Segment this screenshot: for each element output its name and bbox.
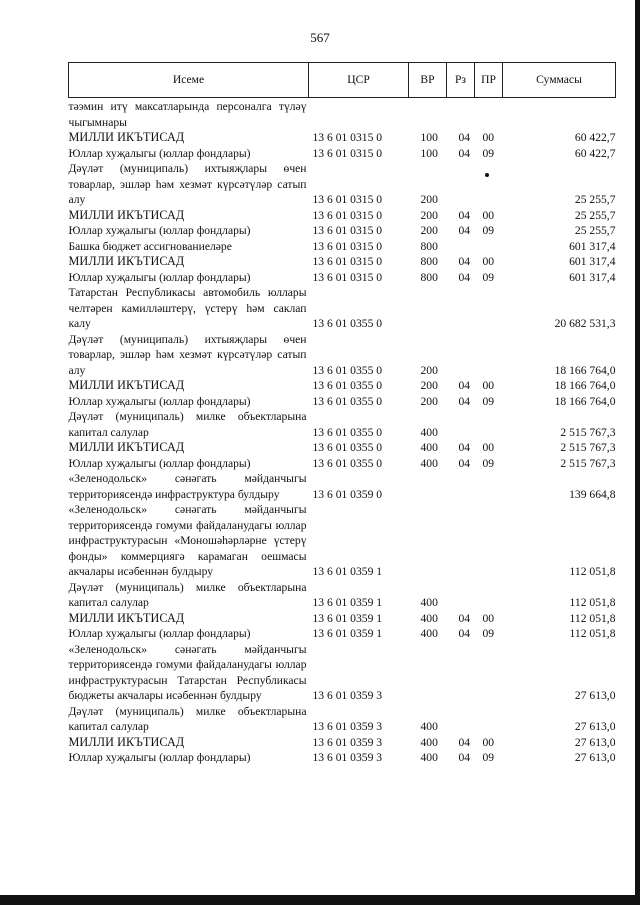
cell-csr: 13 6 01 0355 0 (312, 441, 383, 454)
cell-sum: 60 422,7 (574, 146, 616, 160)
cell-vr: 400 (420, 441, 438, 454)
table-row (69, 161, 616, 208)
cell-vr: 400 (420, 751, 438, 764)
cell-sum: 2 515 767,3 (560, 441, 616, 454)
cell-vr (409, 285, 447, 332)
budget-table (68, 62, 616, 766)
table-row (69, 409, 616, 440)
cell-sum: 112 051,8 (569, 565, 616, 578)
cell-vr: 200 (420, 394, 438, 408)
table-body (69, 98, 616, 766)
cell-sum: 2 515 767,3 (560, 425, 616, 439)
cell-rz (447, 502, 475, 580)
cell-csr: 13 6 01 0355 0 (312, 379, 383, 392)
cell-vr: 400 (420, 456, 438, 470)
table-row (69, 611, 616, 627)
cell-vr: 200 (420, 224, 438, 237)
cell-rz: 04 (458, 379, 471, 392)
cell-sum: 25 255,7 (574, 193, 616, 206)
table-row (69, 440, 616, 456)
table-row (69, 456, 616, 472)
table-row (69, 750, 616, 766)
cell-vr: 200 (420, 363, 438, 377)
cell-name: Башка бюджет ассигнованиеләре (68, 239, 232, 253)
table-row (69, 471, 616, 502)
cell-pr (475, 239, 503, 255)
cell-csr (309, 98, 409, 131)
cell-rz (447, 471, 475, 502)
cell-sum: 18 166 764,0 (554, 394, 616, 408)
cell-rz: 04 (458, 611, 471, 625)
cell-rz (447, 161, 475, 208)
cell-pr: 09 (482, 270, 495, 284)
cell-sum: 18 166 764,0 (554, 379, 616, 392)
cell-sum: 112 051,8 (569, 627, 616, 640)
table-row (69, 704, 616, 735)
cell-vr: 400 (420, 596, 438, 609)
cell-csr: 13 6 01 0359 1 (312, 627, 383, 640)
cell-name: Юллар хуҗалыгы (юллар фондлары) (68, 146, 251, 160)
cell-pr: 09 (482, 751, 495, 764)
cell-vr: 200 (420, 208, 438, 222)
cell-rz (447, 332, 475, 379)
cell-name: «Зеленодольск» сәнәгать мәйданчыгы территориясендә гомуми файдаланудагы юллар инфраструктурасын «Моношәһәрләрне үстерү фонды» коммерциягә карамаган оешмасы акчалары исәбеннән булдыру (68, 503, 307, 578)
cell-name: МИЛЛИ ИКЪТИСАД (68, 440, 185, 454)
cell-name: Дәүләт (муниципаль) ихтыяҗлары өчен товарлар, эшләр һәм хезмәт күрсәтүләр сатып алу (68, 162, 307, 206)
cell-csr: 13 6 01 0359 3 (312, 720, 383, 733)
cell-vr: 400 (420, 627, 438, 640)
cell-rz: 04 (458, 224, 471, 237)
cell-pr (475, 161, 503, 208)
cell-name: Юллар хуҗалыгы (юллар фондлары) (68, 456, 251, 470)
cell-sum: 27 613,0 (574, 689, 616, 702)
header-name: Исеме (69, 63, 309, 98)
table-row (69, 502, 616, 580)
bullet-mark (485, 173, 489, 177)
cell-sum: 27 613,0 (574, 751, 616, 764)
cell-sum: 601 317,4 (569, 239, 616, 253)
cell-sum: 139 664,8 (569, 487, 616, 501)
cell-name: МИЛЛИ ИКЪТИСАД (68, 610, 185, 625)
table-row (69, 130, 616, 146)
cell-sum: 60 422,7 (574, 131, 616, 144)
cell-sum: 18 166 764,0 (554, 363, 616, 377)
cell-rz (447, 642, 475, 704)
cell-pr (475, 409, 503, 440)
cell-csr: 13 6 01 0359 3 (312, 751, 383, 764)
cell-csr: 13 6 01 0315 0 (312, 131, 383, 144)
cell-vr: 100 (420, 146, 438, 160)
table-row (69, 285, 616, 332)
table-row (69, 270, 616, 286)
header-sum: Суммасы (503, 63, 616, 98)
cell-name: МИЛЛИ ИКЪТИСАД (68, 130, 185, 144)
cell-name: Татарстан Республикасы автомобиль юллары челтәрен камилләштерү, үстерү һәм саклап калу (68, 286, 307, 330)
cell-pr (475, 502, 503, 580)
cell-name: «Зеленодольск» сәнәгать мәйданчыгы территориясендә гомуми файдаланудагы юллар инфраструктурасын Татарстан Республикасы бюджеты акчалары исәбеннән булдыру (68, 642, 307, 702)
cell-csr: 13 6 01 0355 0 (312, 394, 383, 408)
cell-name: МИЛЛИ ИКЪТИСАД (68, 207, 185, 222)
cell-vr: 800 (420, 255, 438, 268)
cell-pr: 09 (482, 146, 495, 160)
cell-name: Юллар хуҗалыгы (юллар фондлары) (68, 627, 251, 640)
table-header (69, 63, 616, 98)
cell-pr: 09 (482, 627, 495, 640)
cell-name: «Зеленодольск» сәнәгать мәйданчыгы территориясендә инфраструктура булдыру (68, 472, 307, 501)
cell-csr: 13 6 01 0315 0 (312, 208, 383, 222)
cell-sum: 112 051,8 (569, 611, 616, 625)
cell-csr: 13 6 01 0355 0 (312, 425, 383, 439)
cell-pr (475, 642, 503, 704)
cell-sum: 20 682 531,3 (554, 317, 616, 330)
cell-vr: 400 (420, 720, 438, 733)
cell-pr: 00 (482, 208, 495, 222)
cell-sum: 27 613,0 (574, 735, 616, 749)
table-row (69, 642, 616, 704)
table-row (69, 378, 616, 394)
cell-rz (447, 580, 475, 611)
cell-pr: 09 (482, 456, 495, 470)
cell-csr: 13 6 01 0359 1 (312, 596, 383, 609)
cell-rz: 04 (458, 751, 471, 764)
cell-vr: 400 (420, 611, 438, 625)
page-number: 567 (310, 30, 330, 45)
cell-vr (409, 471, 447, 502)
cell-rz: 04 (458, 441, 471, 454)
cell-vr (409, 98, 447, 131)
cell-name: МИЛЛИ ИКЪТИСАД (68, 254, 185, 268)
cell-pr: 09 (482, 394, 495, 408)
cell-rz (447, 239, 475, 255)
cell-name: МИЛЛИ ИКЪТИСАД (68, 378, 185, 392)
cell-pr: 00 (482, 611, 495, 625)
cell-pr (475, 704, 503, 735)
cell-vr: 200 (420, 379, 438, 392)
cell-pr (475, 332, 503, 379)
cell-vr (409, 642, 447, 704)
cell-pr: 00 (482, 379, 495, 392)
cell-name: Юллар хуҗалыгы (юллар фондлары) (68, 270, 251, 284)
cell-csr: 13 6 01 0355 0 (312, 363, 383, 377)
cell-csr: 13 6 01 0315 0 (312, 224, 383, 237)
cell-csr: 13 6 01 0359 1 (312, 565, 383, 578)
table-row (69, 254, 616, 270)
cell-csr: 13 6 01 0359 3 (312, 689, 383, 702)
cell-csr: 13 6 01 0359 3 (312, 735, 383, 749)
scan-edge-bottom (0, 895, 640, 905)
table-row (69, 394, 616, 410)
cell-csr: 13 6 01 0315 0 (312, 146, 383, 160)
cell-sum: 2 515 767,3 (560, 456, 616, 470)
cell-rz: 04 (458, 131, 471, 144)
cell-sum: 601 317,4 (569, 255, 616, 268)
cell-sum: 25 255,7 (574, 208, 616, 222)
cell-csr: 13 6 01 0359 1 (312, 611, 383, 625)
cell-csr: 13 6 01 0315 0 (312, 193, 383, 206)
cell-name: Дәүләт (муниципаль) милке объектларына капитал салулар (68, 410, 307, 439)
cell-csr: 13 6 01 0315 0 (312, 270, 383, 284)
cell-pr (475, 98, 503, 131)
cell-csr: 13 6 01 0355 0 (312, 456, 383, 470)
header-row (69, 63, 616, 98)
table-row (69, 332, 616, 379)
cell-rz (447, 285, 475, 332)
cell-vr: 400 (420, 425, 438, 439)
cell-csr: 13 6 01 0315 0 (312, 255, 383, 268)
cell-pr: 09 (482, 224, 495, 237)
table-row (69, 626, 616, 642)
cell-rz (447, 98, 475, 131)
cell-csr: 13 6 01 0359 0 (312, 487, 383, 501)
table-row (69, 223, 616, 239)
cell-name: Юллар хуҗалыгы (юллар фондлары) (68, 394, 251, 408)
cell-vr (409, 502, 447, 580)
cell-vr: 200 (420, 193, 438, 206)
table-row (69, 735, 616, 751)
cell-rz: 04 (458, 456, 471, 470)
cell-sum: 27 613,0 (574, 720, 616, 733)
cell-name: Юллар хуҗалыгы (юллар фондлары) (68, 751, 251, 764)
cell-sum (503, 98, 616, 131)
table-row (69, 239, 616, 255)
cell-csr: 13 6 01 0315 0 (312, 239, 383, 253)
cell-rz (447, 704, 475, 735)
cell-vr: 400 (420, 735, 438, 749)
table-row (69, 98, 616, 131)
cell-vr: 800 (420, 239, 438, 253)
cell-sum: 25 255,7 (574, 224, 616, 237)
cell-pr (475, 471, 503, 502)
scan-edge-right (635, 0, 640, 905)
cell-pr: 00 (482, 441, 495, 454)
cell-pr (475, 285, 503, 332)
cell-name: Дәүләт (муниципаль) милке объектларына капитал салулар (68, 704, 307, 733)
cell-sum: 601 317,4 (569, 270, 616, 284)
cell-pr (475, 580, 503, 611)
cell-name: тәэмин итү максатларында персоналга түләү чыгымнары (68, 100, 307, 129)
cell-vr: 800 (420, 270, 438, 284)
cell-rz (447, 409, 475, 440)
cell-csr: 13 6 01 0355 0 (312, 317, 383, 330)
header-rz: Рз (447, 63, 475, 98)
cell-name: Юллар хуҗалыгы (юллар фондлары) (68, 224, 251, 237)
cell-vr: 100 (420, 131, 438, 144)
cell-pr: 00 (482, 131, 495, 144)
header-csr: ЦСР (309, 63, 409, 98)
cell-pr: 00 (482, 735, 495, 749)
cell-name: Дәүләт (муниципаль) ихтыяҗлары өчен товарлар, эшләр һәм хезмәт күрсәтүләр сатып алу (68, 332, 307, 377)
cell-rz: 04 (458, 394, 471, 408)
header-pr: ПР (475, 63, 503, 98)
cell-pr: 00 (482, 255, 495, 268)
cell-name: МИЛЛИ ИКЪТИСАД (68, 734, 185, 749)
cell-sum: 112 051,8 (569, 596, 616, 609)
table-row (69, 208, 616, 224)
table-row (69, 580, 616, 611)
cell-rz: 04 (458, 255, 471, 268)
cell-rz: 04 (458, 146, 471, 160)
header-vr: ВР (409, 63, 447, 98)
cell-rz: 04 (458, 627, 471, 640)
cell-name: Дәүләт (муниципаль) милке объектларына капитал салулар (68, 580, 307, 609)
cell-rz: 04 (458, 270, 471, 284)
table-row (69, 146, 616, 162)
cell-rz: 04 (458, 735, 471, 749)
cell-rz: 04 (458, 208, 471, 222)
